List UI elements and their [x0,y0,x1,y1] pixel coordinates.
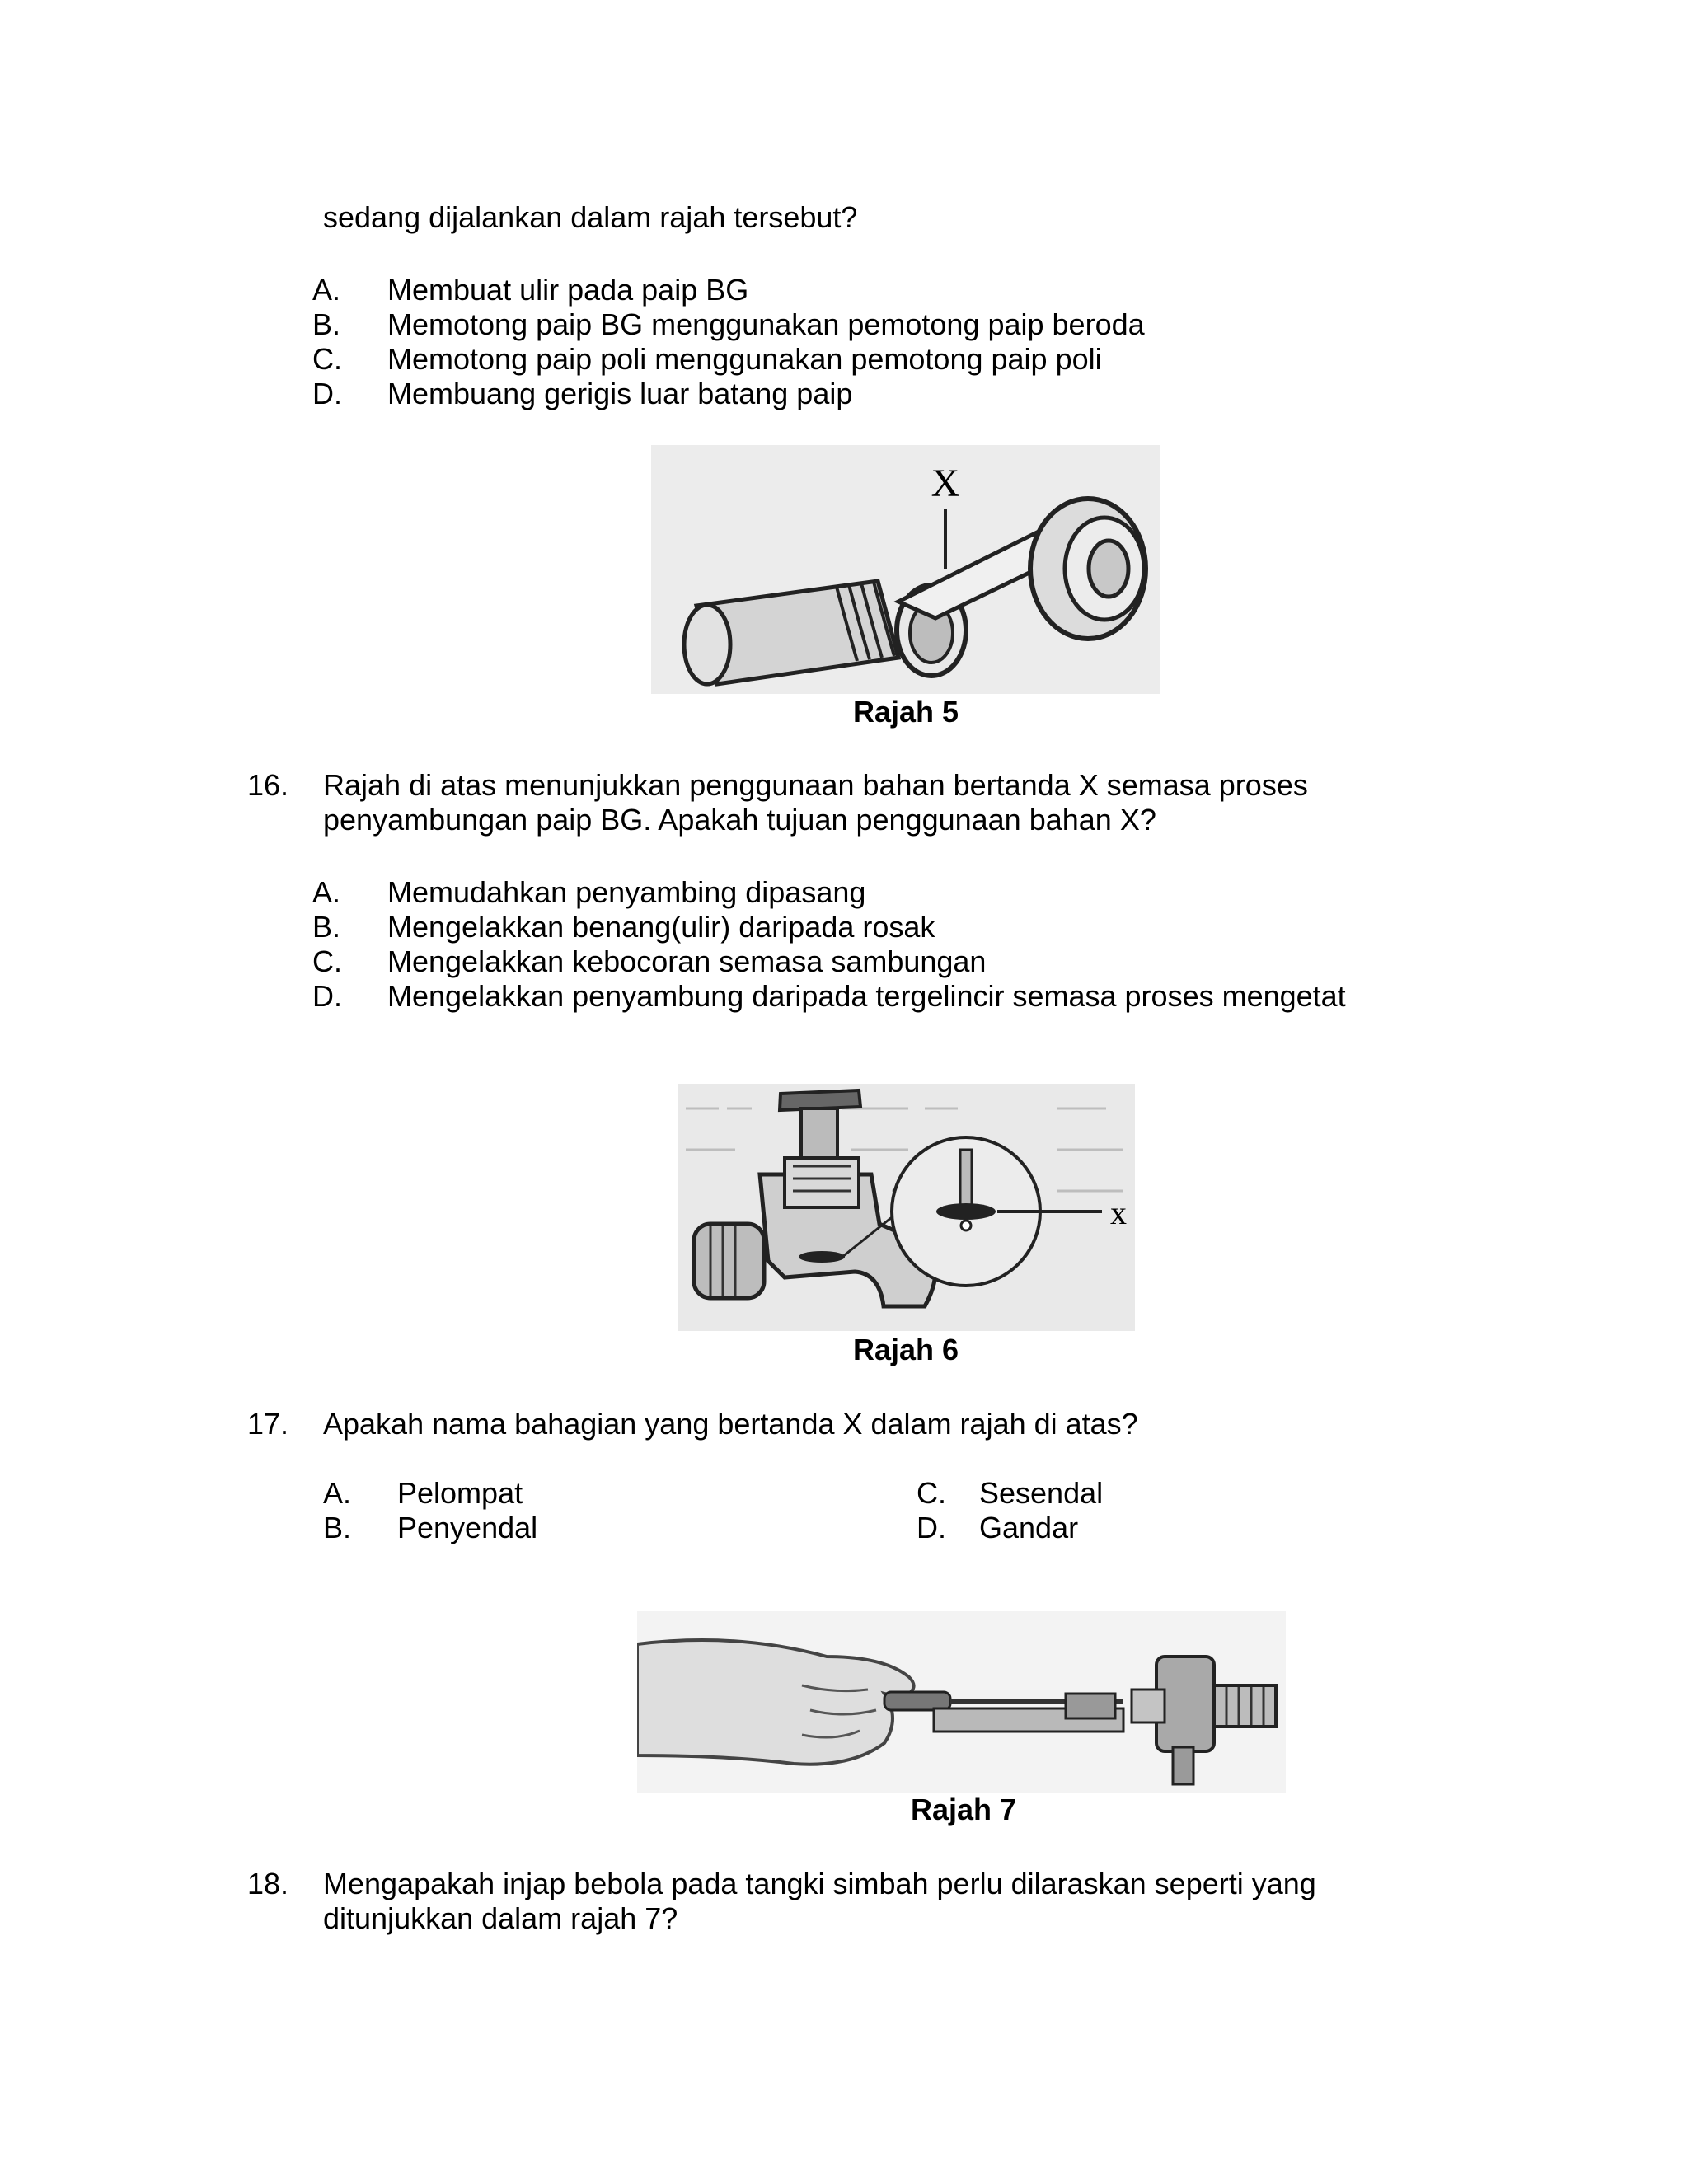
figure-6-label-x: x [1110,1194,1127,1231]
q17-option-b-text: Penyendal [397,1511,538,1544]
q16-option-c-text: Mengelakkan kebocoran semasa sambungan [387,944,987,978]
q15-option-c-letter: C. [312,342,342,376]
figure-7-float-valve [637,1611,1286,1793]
q16-stem-line-2: penyambungan paip BG. Apakah tujuan penggunaan bahan X? [323,803,1156,837]
figure-6-tap-section [678,1084,1135,1331]
figure-7-caption: Rajah 7 [911,1793,1017,1826]
q18-stem-line-2: ditunjukkan dalam rajah 7? [323,1901,678,1935]
figure-5-caption: Rajah 5 [853,695,959,729]
q16-option-d-letter: D. [312,979,342,1013]
q16-option-a-text: Memudahkan penyambing dipasang [387,875,866,909]
q15-option-a-text: Membuat ulir pada paip BG [387,273,749,307]
q18-stem-line-1: Mengapakah injap bebola pada tangki simbah perlu dilaraskan seperti yang [323,1867,1316,1900]
figure-5-pipe-tape [651,445,1160,694]
q18-number: 18. [247,1867,289,1900]
q17-option-a-text: Pelompat [397,1476,523,1510]
q15-option-b-letter: B. [312,307,341,341]
hand-adjusting-valve-illustration [637,1611,1286,1793]
q15-option-d-text: Membuang gerigis luar batang paip [387,377,853,410]
q15-option-d-letter: D. [312,377,342,410]
q16-option-b-letter: B. [312,910,341,944]
q17-option-d-text: Gandar [979,1511,1079,1544]
q16-option-d-text: Mengelakkan penyambung daripada tergelincir semasa proses mengetat [387,979,1346,1013]
q16-option-c-letter: C. [312,944,342,978]
tap-cross-section-illustration [678,1084,1135,1331]
pipe-thread-tape-illustration [651,445,1160,694]
q17-number: 17. [247,1407,289,1441]
q15-option-c-text: Memotong paip poli menggunakan pemotong paip poli [387,342,1102,376]
q17-stem: Apakah nama bahagian yang bertanda X dalam rajah di atas? [323,1407,1138,1441]
q16-option-b-text: Mengelakkan benang(ulir) daripada rosak [387,910,935,944]
q17-option-c-letter: C. [917,1476,946,1510]
q17-option-c-text: Sesendal [979,1476,1104,1510]
q17-option-b-letter: B. [323,1511,352,1544]
figure-6-caption: Rajah 6 [853,1333,959,1366]
q16-stem-line-1: Rajah di atas menunjukkan penggunaan bahan bertanda X semasa proses [323,768,1308,802]
q15-option-b-text: Memotong paip BG menggunakan pemotong paip beroda [387,307,1145,341]
figure-5-label-x: X [931,462,960,505]
q15-stem-tail: sedang dijalankan dalam rajah tersebut? [323,200,858,234]
q17-option-d-letter: D. [917,1511,946,1544]
q17-option-a-letter: A. [323,1476,352,1510]
q15-option-a-letter: A. [312,273,341,307]
q16-number: 16. [247,768,289,802]
q16-option-a-letter: A. [312,875,341,909]
